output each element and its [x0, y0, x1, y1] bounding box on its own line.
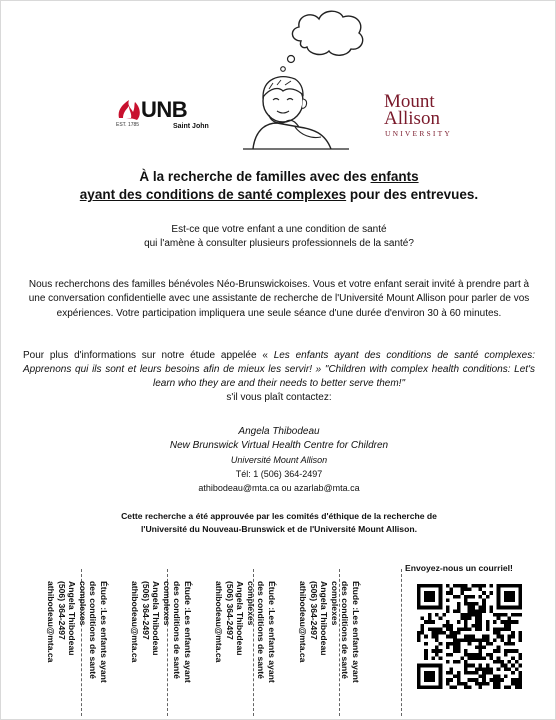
tear-slip[interactable]: [130, 581, 193, 706]
tear-slip-line1: Étude :Les enfants ayant: [183, 581, 193, 683]
study-title: Les enfants ayant des conditions de santé complexes: Apprenons qui ils sont et leurs besoins afin de mieux les servir! » "Children with complex health conditions: Let's learn who they are and their needs to better serve them!": [23, 350, 535, 389]
unb-campus: Saint John: [173, 123, 209, 130]
tear-slip[interactable]: [46, 581, 109, 706]
tear-slip-line5: (506) 364-2497: [309, 581, 319, 640]
headline-line1: [21, 168, 537, 186]
tear-slip-line5: (506) 364-2497: [57, 581, 67, 640]
tear-slip-line4: Angela Thibodeau: [235, 581, 246, 656]
tear-slip-line3: complexes: [162, 581, 172, 626]
tear-slip-line2: des conditions de santé: [88, 581, 99, 679]
mta-line2: Allison: [384, 108, 440, 129]
tear-slip-line3: complexes: [78, 581, 88, 626]
tear-slip[interactable]: [298, 581, 361, 706]
contact-name: Angela Thibodeau: [238, 426, 320, 437]
mta-line1: Mount: [384, 91, 435, 112]
tear-slip-line6: athibodeau@mta.ca: [46, 581, 57, 663]
tear-slip-line2: des conditions de santé: [340, 581, 351, 679]
headline-prefix: À la recherche de familles avec des: [139, 169, 371, 184]
tear-slip-line6: athibodeau@mta.ca: [298, 581, 309, 663]
tear-slip-line1: Étude :Les enfants ayant: [351, 581, 361, 683]
unb-est: EST. 1785: [116, 122, 140, 128]
headline: [21, 168, 537, 204]
contact-university: Université Mount Allison: [230, 455, 328, 465]
unb-saint-john-logo: [113, 98, 213, 132]
tear-line: [401, 569, 402, 716]
tear-slip[interactable]: [214, 581, 277, 706]
unb-wordmark: UNB: [141, 97, 188, 122]
headline-suffix: pour des entrevues.: [346, 187, 479, 202]
thinking-child-illustration: [239, 3, 369, 153]
question: [21, 223, 537, 251]
tear-slip-line3: complexes: [330, 581, 340, 626]
tear-slip-line5: (506) 364-2497: [141, 581, 151, 640]
mount-allison-logo: [384, 92, 464, 142]
info-suffix: s'il vous plaît contactez:: [226, 392, 332, 403]
headline-line2: [21, 186, 537, 204]
tear-slip-line4: Angela Thibodeau: [319, 581, 330, 656]
headline-underlined-2: ayant des conditions de santé complexes: [79, 187, 347, 202]
contact-emails[interactable]: athibodeau@mta.ca ou azarlab@mta.ca: [198, 483, 360, 493]
question-line2: qui l'amène à consulter plusieurs professionnels de la santé?: [144, 238, 414, 249]
tear-slip-line6: athibodeau@mta.ca: [130, 581, 141, 663]
qr-code[interactable]: [417, 584, 522, 689]
tear-slip-line2: des conditions de santé: [256, 581, 267, 679]
tear-slip-line1: Étude :Les enfants ayant: [99, 581, 109, 683]
tear-slip-line3: complexes: [246, 581, 256, 626]
qr-label: Envoyez-nous un courriel!: [405, 563, 513, 573]
tear-slip-line2: des conditions de santé: [172, 581, 183, 679]
info-prefix: Pour plus d'informations sur notre étude appelée «: [23, 350, 274, 361]
ethics-line1: Cette recherche a été approuvée par les comités d'éthique de la recherche de: [121, 511, 437, 521]
contact-org: New Brunswick Virtual Health Centre for Children: [169, 440, 389, 451]
tear-slip-line4: Angela Thibodeau: [151, 581, 162, 656]
ethics-note: [21, 510, 537, 536]
tear-slip-line4: Angela Thibodeau: [67, 581, 78, 656]
contact-phone: Tél: 1 (506) 364-2497: [235, 469, 323, 479]
question-line1: Est-ce que votre enfant a une condition de santé: [171, 224, 387, 235]
info-paragraph: [23, 349, 535, 405]
ethics-line2: l'Université du Nouveau-Brunswick et de l'Université Mount Allison.: [141, 524, 417, 534]
tear-slip-line1: Étude :Les enfants ayant: [267, 581, 277, 683]
contact-block: [21, 425, 537, 495]
tear-slip-line5: (506) 364-2497: [225, 581, 235, 640]
mta-line3: UNIVERSITY: [385, 129, 452, 138]
headline-underlined-1: enfants: [370, 169, 419, 184]
tear-slip-line6: athibodeau@mta.ca: [214, 581, 225, 663]
recruitment-paragraph: Nous recherchons des familles bénévoles Néo-Brunswickoises. Vous et votre enfant serait invité à prendre part à une conversation confidentielle avec une assistante de recherche de l'Université Mount Allison pour parler de vos expériences. Votre participation impliquera une seule séance d'une durée d'environ 30 à 60 minutes.: [28, 279, 530, 319]
unb-flame-mark: [113, 98, 143, 124]
